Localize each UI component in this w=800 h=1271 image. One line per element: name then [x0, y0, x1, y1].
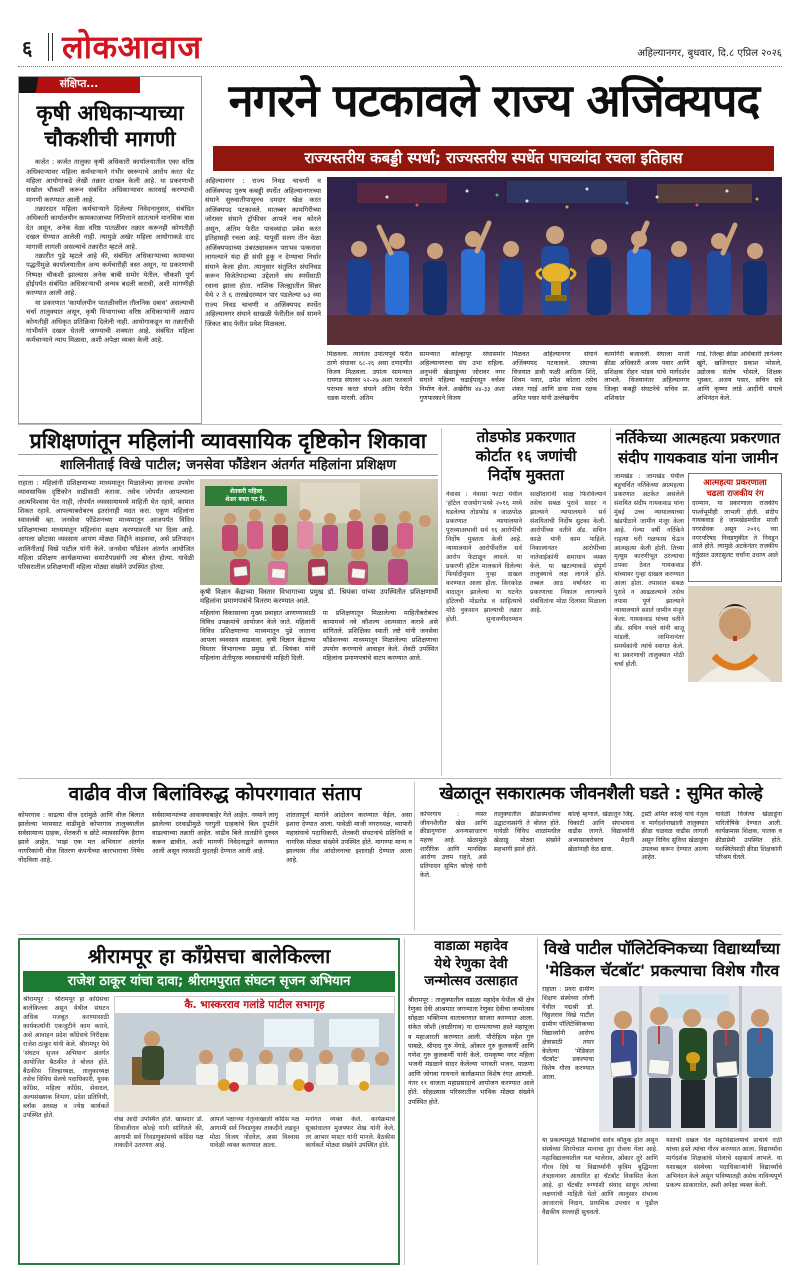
kabaddi-photo-illustration: [327, 177, 782, 345]
dateline: अहिल्यानगर, बुधवार, दि.८ एप्रिल २०२६: [637, 48, 782, 59]
photo-banner: [205, 486, 287, 506]
column-rule: [404, 938, 405, 1265]
section-rule: [18, 778, 782, 779]
column-rule: [610, 428, 611, 776]
header-rule: [18, 66, 782, 67]
festival-headline-line: वाडाळा महादेव: [434, 938, 508, 954]
bail-sidebar: [688, 473, 782, 682]
lead-body-columns: [327, 351, 782, 420]
briefs-headline: कृषी अधिकाऱ्याच्या चौकशीची मागणी: [36, 101, 184, 151]
power-bills-article: [18, 782, 412, 930]
chatbot-headline-line: विखे पाटील पॉलिटेक्निकच्या विद्यार्थ्यांच्या: [544, 939, 780, 958]
court-body: नेवासा : नेवासा फाटा येथील 'हॉटेल राजयोग'मध्ये २०१६ मध्ये घडलेल्या तोडफोड व जाळपोळ प्रकरणात न्यायालयाने पुराव्याअभावी सर्व १६ आरोपींची निर्दोष मुक्तता केली आहे. न्यायालयाने आरोपींवरील सर्व आरोप फेटाळून लावले. या प्रकरणी हॉटेल मालकाने दिलेल्या फिर्यादीनुसार गुन्हा दाखल करण्यात आला होता. किरकोळ वादातून झालेल्या या घटनेत हॉटेलची मोडतोड व साहित्याचे मोठे नुकसान झाल्याची तक्रार होती. सुनावणीदरम्यान साक्षीदारांनी साक्ष फिरविल्याने तसेच सबळ पुरावे सादर न झाल्याने न्यायालयाने सर्व संशयितांची निर्दोष सुटका केली. आरोपींच्या वतीने अ‍ॅड. सचिन काळे यांनी काम पाहिले. निकालानंतर आरोपींच्या नातेवाईकांनी समाधान व्यक्त केले. या खटल्याकडे संपूर्ण तालुक्याचे लक्ष लागले होते. तब्बल आठ वर्षांनंतर या प्रकरणाचा निकाल लागल्याने संबंधितांना मोठा दिलासा मिळाला आहे.: [446, 491, 606, 624]
lead-subhead-bar: राज्यस्तरीय कबड्डी स्पर्धा; राज्यस्तरीय स्पर्धेत पाचव्यांदा रचला इतिहास: [213, 146, 774, 171]
festival-article: [408, 938, 534, 1265]
congress-left-column: श्रीरामपूर : श्रीरामपूर हा काँग्रेसचा बालेकिल्ला असून येथील संघटन अधिक मजबूत करण्यासाठी कार्यकर्त्यांनी एकजुटीने काम करावे, असे आवाहन प्रदेश काँग्रेसचे निरीक्षक राजेश ठाकूर यांनी केले. श्रीरामपूर येथे 'संघटन सृजन अभियान' अंतर्गत आयोजित बैठकीत ते बोलत होते. बैठकीस जिल्हाध्यक्ष, तालुकाध्यक्ष तसेच विविध सेलचे पदाधिकारी, युवक काँग्रेस, महिला काँग्रेस, सेवादल, अल्पसंख्याक विभाग, प्रदेश प्रतिनिधी, ब्लॉक अध्यक्ष व ज्येष्ठ कार्यकर्ते उपस्थित होते.: [23, 996, 109, 1120]
congress-body-column: आपले पक्षाच्या नेतृत्वाखाली काँग्रेस पक्ष आगामी सर्व निवडणुका ताकदीने लढवून मोठा विजय नोंदवेल, असा विश्वास यावेळी व्यक्त करण्यात आला.: [209, 1116, 300, 1150]
photo-banner-line: शेतकरी महिला: [229, 488, 263, 495]
chatbot-headline: [542, 938, 782, 981]
festival-headline-line: जन्मोत्सव उत्साहात: [424, 973, 518, 989]
women-training-photo: [200, 479, 438, 585]
chatbot-article: [542, 938, 782, 1265]
political-angle-box: [688, 473, 782, 582]
power-body-column: सर्वसामान्यांच्या आवाक्याबाहेर गेले आहेत. नव्याने लागू झालेल्या दरवाढीमुळे घरगुती ग्राहकांचे बिल दुपटीने वाढल्याच्या तक्रारी आहेत. वाढीव बिले तातडीने दुरुस्त करून द्यावीत, अशी मागणी निवेदनाद्वारे करण्यात आली असून त्यासाठी मुदतही देण्यात आली आहे.: [152, 811, 278, 856]
column-rule: [537, 938, 538, 1265]
training-headline: प्रशिक्षणांतून महिलांनी व्यावसायिक दृष्टिकोन शिकावा: [29, 429, 427, 453]
section-rule: [18, 424, 782, 425]
court-headline: [446, 428, 606, 485]
meeting-photo-illustration: [114, 1013, 395, 1112]
sports-body-column: ट्रस्टी अमित कोल्हे यांचे नेतृत्व व मार्गदर्शनाखाली तालुक्यात क्रीडा चळवळ वाढीस लागली असून विविध सुविधा खेळाडूंना उपलब्ध करून देण्यात आल्या आहेत.: [641, 811, 709, 862]
training-subhead: शालिनीताई विखे पाटील; जनसेवा फौंडेशन अंतर्गत महिलांना प्रशिक्षण: [59, 457, 396, 473]
section-rule: [18, 934, 782, 935]
briefs-paragraph: तक्रारदार महिला कर्मचाऱ्याने दिलेल्या निवेदनानुसार, संबंधित अधिकारी कार्यालयीन कामकाजाच्या निमित्ताने सातत्याने मानसिक त्रास देत असून, अनेक वेळा वरिष्ठ पातळीवर तक्रार करूनही कोणतीही दखल घेण्यात आलेली नाही. त्यामुळे अखेर महिला आयोगाकडे दाद मागावी लागली असल्याचे तक्रारीत म्हटले आहे.: [26, 205, 194, 251]
congress-body-column: मनोगत व्यक्त केले. कार्यक्रमाचे सूत्रसंचालन मुजफ्फर शेख यांनी केले, तर आभार मास्टर यांनी मानले. बैठकीस कार्यकर्ते मोठ्या संख्येने उपस्थित होते.: [305, 1116, 396, 1150]
students-photo-illustration: [599, 986, 782, 1132]
lead-intro-column: अहिल्यानगर : राज्य निवड चाचणी व अजिंक्यपद पुरुष कबड्डी स्पर्धेत अहिल्यानगरच्या संघाने सुरुवातीपासूनच दमदार खेळ करत अजिंक्यपद पटकावले. मातब्बर कामगिरीच्या जोरावर संघाने ट्रॉफीवर आपले नाव कोरले असून, अंतिम फेरीत पाचव्यांदा प्रवेश करत इतिहासही रचला आहे. यापूर्वी सलग तीन वेळा अजिंक्यपदाच्या उंबरठ्यावरून पराभव पत्करावा लागल्याने यंदा ही संधी हुकू न देण्याचा निर्धार संघाने केला होता. त्यानुसार संतुलित संघनिवड करून विजेतेपदाच्या उद्देशाने संघ स्पर्धेसाठी रवाना झाला होता. नाशिक जिल्ह्यातील सिन्नर येथे २ ते ६ तारखेदरम्यान पार पडलेल्या ७३ व्या राज्य निवड चाचणी व अजिंक्यपद स्पर्धेत अहिल्यानगर संघाने साखळी फेरीतील सर्व सामने जिंकत बाद फेरीत प्रवेश मिळवला.: [205, 177, 321, 328]
chatbot-headline-line: 'मेडिकल चॅटबॉट' प्रकल्पाचा विशेष गौरव: [544, 960, 780, 980]
sports-headline: खेळातून सकारात्मक जीवनशैली घडते : सुमित कोल्हे: [439, 784, 763, 804]
training-body-column: या प्रशिक्षणातून मिळालेल्या माहितीबरोबरच कामामध्ये नवे कौशल्य आत्मसात करावे असे सांगितले. प्रशिक्षिका स्वाती लष्टे यांनी जनसेवा फौंडेशनच्या माध्यमातून मिळालेल्या प्रशिक्षणाचा उपयोग करण्याचे आवाहन केले. शेवटी उपस्थित महिलांना प्रमाणपत्रांचे वाटप करण्यात आले.: [322, 608, 438, 662]
bail-body-text: जामखेड : जामखेड येथील बहुचर्चित नर्तिकेच्या आत्महत्या प्रकरणात अटकेत असलेले संशयित संदीप गायकवाड यांना मुंबई उच्च न्यायालयाच्या खंडपीठाने जामीन मंजूर केला आहे. गेल्या वर्षी नर्तिकेने राहत्या घरी गळफास घेऊन आत्महत्या केली होती. तिच्या मृत्यूस कारणीभूत ठरल्याचा ठपका ठेवत गायकवाड यांच्यावर गुन्हा दाखल करण्यात आला होता. तपासात सबळ पुरावे न आढळल्याने तसेच तपास पूर्ण झाल्याने न्यायालयाने सशर्त जामीन मंजूर केला. गायकवाड यांच्या वतीने अ‍ॅड. सचिन नवले यांनी बाजू मांडली. जामिनानंतर समर्थकांनी त्यांचे स्वागत केले. या प्रकरणाची तालुक्यात मोठी चर्चा होती.: [614, 473, 684, 668]
chatbot-left-column: राहाता : प्रवरा ग्रामीण शिक्षण संस्थेच्या लोणी येथील पद्मश्री डॉ. विठ्ठलराव विखे पाटील ग्रामीण पॉलिटेक्निकच्या विद्यार्थ्यांनी आरोग्य क्षेत्रासाठी तयार केलेल्या 'मेडिकल चॅटबॉट' प्रकल्पाचा विशेष गौरव करण्यात आला.: [542, 986, 594, 1081]
court-headline-line: कोर्टात १६ जणांची: [475, 447, 577, 465]
portrait-illustration: [688, 586, 782, 682]
bail-headline: [614, 428, 782, 468]
bail-article: [614, 428, 782, 776]
festival-headline: [408, 938, 534, 991]
bail-headline-line: संदीप गायकवाड यांना जामीन: [618, 449, 778, 467]
bail-body: [614, 473, 782, 765]
festival-body: श्रीरामपूर : तालुक्यातील वडाळा महादेव येथील श्री क्षेत्र रेणुका देवी आश्रमात जगन्माता रेणुका देवीचा जन्मोत्सव सोहळा भक्तिमय वातावरणात साजरा करण्यात आला. संकेत जोशी (वाळीगाव) या दाम्पत्याच्या हस्ते महापूजा व महाआरती करण्यात आली. पौरोहित्य महेश गुरु पाबळे, श्रीपाद गुरु मेंगडे, ओंकार गुरु कुलकर्णी आणि गणेश गुरु कुलकर्णी यांनी केले. रामकृष्ण नगर महिला भजनी मंडळाने सादर केलेल्या भगवती भजन, पाळणा आणि जोगवा गायनाने कार्यक्रमात विशेष रंगत आणली. नंतर ११ वाजता महाप्रसादाचे आयोजन करण्यात आले होते. सोहळ्यास परिसरातील भाविक मोठ्या संख्येने उपस्थित होते.: [408, 995, 534, 1106]
box-title: [692, 477, 778, 498]
column-rule: [441, 428, 442, 776]
training-article: [18, 428, 438, 776]
court-article: [446, 428, 606, 776]
briefs-paragraph: या प्रकरणात 'कार्यालयीन पातळीवरील तौलनिक दबाव' असल्याची चर्चा तालुक्यात असून, कृषी विभागाच्या वरिष्ठ अधिकाऱ्यांनी अद्याप कोणतीही अधिकृत प्रतिक्रिया दिलेली नाही. आयोगाकडून या तक्रारीची गांभीर्याने दखल घेतली जाण्याची शक्यता आहे. संबंधित महिला कर्मचाऱ्याने न्याय मिळावा, अशी अपेक्षा व्यक्त केली आहे.: [26, 298, 194, 345]
accused-portrait-photo: [688, 586, 782, 682]
congress-headline: श्रीरामपूर हा काँग्रेसचा बालेकिल्ला: [87, 944, 331, 968]
lead-headline: नगरने पटकावले राज्य अजिंक्यपद: [228, 74, 760, 127]
power-body-column: कोपरगाव : वाढत्या वीज दरांमुळे आणि वीज बिलात झालेल्या भरमसाट वाढीमुळे कोपरगाव तालुक्यातील सर्वसामान्य ग्राहक, शेतकरी व छोटे व्यावसायिक हैराण झाले आहेत. 'माझं एक मत अभियान' अंतर्गत नागरिकांनी वीज वितरण कंपनीच्या कारभाराचा निषेध नोंदविला आहे.: [18, 811, 144, 865]
masthead-divider: [48, 33, 53, 61]
column-rule: [414, 782, 415, 930]
festival-headline-line: येथे रेणुका देवी: [434, 955, 508, 972]
masthead-logo: लोकआवाज: [62, 28, 202, 66]
sports-body-column: तालुक्यातील क्रीडास्पर्धांच्या उद्घाटनप्रसंगी ते बोलत होते. यावेळी विविध शाळांमधील खेळाडू मोठ्या संख्येने सहभागी झाले होते.: [493, 811, 561, 853]
sports-article: [420, 782, 782, 930]
power-headline: वाढीव वीज बिलांविरुद्ध कोपरगावात संताप: [68, 783, 362, 805]
lead-body-column: सामन्यात कोल्हापूर संघासमोर अहिल्यानगरचा संघ उभा राहिला. अनुभवी खेळाडूंच्या जोरावर नगर संघाने पहिल्या चढाईपासून वर्चस्व निर्माण केले. अखेरीस ४४-३३ अशा गुणफरकाने विजय: [419, 351, 505, 402]
briefs-box: [18, 76, 202, 424]
lead-body-column: मिळवला. त्यानंतर उपांत्यपूर्व फेरीत ठाणे संघावर ६८-२६ असा दणदणीत विजय मिळवला. उपांत्य सामन्यात रायगड संघावर ५२-२७ अशा फरकाने पराभव करत संघाने अंतिम फेरीत धडक मारली. अंतिम: [327, 351, 413, 402]
rule: [18, 475, 438, 476]
power-body-column: शांततापूर्ण मार्गाने आंदोलन करण्यात येईल, असा इशारा देण्यात आला. यावेळी माजी नगराध्यक्ष, व्यापारी महासंघाचे पदाधिकारी, शेतकरी संघटनांचे प्रतिनिधी व नागरिक मोठ्या संख्येने उपस्थित होते. मागण्या मान्य न झाल्यास तीव्र आंदोलनाचा इशाराही देण्यात आला आहे.: [286, 811, 412, 865]
box-title-line: आत्महत्या प्रकरणाला: [703, 477, 767, 487]
page-number: ६: [22, 36, 33, 60]
training-left-column: राहाता : महिलांनी प्रशिक्षणाच्या माध्यमातून मिळालेल्या ज्ञानाचा उपयोग व्यावसायिक दृष्टिकोन वाढीसाठी करावा. तसेच जोपर्यंत आपल्याला आत्मविश्वास येत नाही, तोपर्यंत व्यवसायामध्ये माहिती घेत रहावे, कामात शिकत रहावे. आपल्याबरोबरच इतरांनाही मदत करा. एकूण महिलांना स्वावलंबी व्हा. जनसेवा फौंडेशनच्या माध्यमातून आजपर्यंत विविध प्रशिक्षणाच्या माध्यमातून महिलांना सक्षम करण्यावरती भर दिला आहे. आपला छोटासा व्यवसाय आपण मोठ्या जिद्दीने वाढवावा, असे प्रतिपादन शालिनीताई विखे पाटील यांनी केले. जनसेवा फौंडेशन अंतर्गत आयोजित महिला प्रशिक्षण कार्यक्रमाच्या समारोपप्रसंगी त्या बोलत होत्या. यावेळी परिसरातील प्रशिक्षणार्थी महिला मोठ्या संख्येने उपस्थित होत्या.: [18, 479, 194, 572]
briefs-paragraph: कर्जत : कर्जत तालुका कृषी अधिकारी कार्यालयातील एका वरिष्ठ अधिकाऱ्यावर महिला कर्मचाऱ्याने गंभीर स्वरूपाचे आरोप करत थेट महिला आयोगाकडे लेखी तक्रार दाखल केली आहे. या प्रकरणाची सखोल चौकशी करून संबंधित अधिकाऱ्यावर कारवाई करण्याची मागणी करण्यात आली आहे.: [26, 158, 194, 204]
photo-banner-line: शेअर बचत गट नि.: [225, 496, 267, 504]
sports-body-column: कोपरगाव : व्यस्त जीवनशैलीत खेळ आणि क्रीडागुणांना अनन्यसाधारण महत्त्व आहे. खेळामुळे शारीरिक आणि मानसिक आरोग्य उत्तम राहते, असे प्रतिपादन सुमित कोल्हे यांनी केले.: [420, 811, 487, 879]
lead-body-column: कामगिरी बजावली. संघाला माजी क्रीडा अधिकारी अजय पवार आणि प्रशिक्षक रोहन पांडव यांचे मार्गदर्शन लाभले. विजयानंतर अहिल्यानगर जिल्हा कबड्डी संघटनेचे सचिव प्रा. शशिकांत: [604, 351, 690, 402]
congress-body-column: शेख आदी उपस्थित होते. खासदार डॉ. शिवाजीराव कोल्हे यांनी सांगितले की, आगामी सर्व निवडणुकांमध्ये काँग्रेस पक्ष ताकदीने उतरणार आहे.: [114, 1116, 204, 1150]
sports-body-column: यावेळी विजेत्या खेळाडूंना पारितोषिके देण्यात आली. कार्यक्रमास शिक्षक, पालक व क्रीडाप्रेमी उपस्थित होते. यशस्वितेसाठी क्रीडा शिक्षकांनी परिश्रम घेतले.: [715, 811, 782, 862]
bail-headline-line: नर्तिकेच्या आत्महत्या प्रकरणात: [615, 429, 781, 447]
sports-body-column: कोल्हे म्हणाले, खेळातून जिद्द, चिकाटी आणि संघभावना वाढीस लागते. विद्यार्थ्यांनी अभ्यासाबरोबरच मैदानी खेळांनाही वेळ द्यावा.: [567, 811, 635, 853]
congress-article: [18, 938, 400, 1265]
lead-body-column: गाडे, जिल्हा क्रीडा अधिकारी ज्ञानेश्वर खुंगे, खजिनदार प्रकाश भोसले, उद्योजक संतोष भोसले, शिक्षक भुस्कर, अजय पवार, सचिन सत्रे आणि कृष्णा लांडे आदींनी संघाचे अभिनंदन केले.: [696, 351, 783, 402]
box-body: दरम्यान, या प्रकरणाला राजकीय पार्श्वभूमीही लाभली होती. संदीप गायकवाड हे जामखेडमधील माजी नगरसेवक असून २०१६ च्या नगरपरिषद निवडणुकीत ते निवडून आले होते. त्यामुळे अटकेनंतर राजकीय वर्तुळात उलटसुलट चर्चांना उधाण आले होते.: [692, 500, 778, 568]
students-award-photo: [599, 986, 782, 1132]
briefs-paragraph: तक्रारीत पुढे म्हटले आहे की, संबंधित अधिकाऱ्याच्या कामाच्या पद्धतीमुळे कार्यालयातील अन्य कर्मचारीही त्रस्त असून, या प्रकरणाची निष्पक्ष चौकशी झाल्यास अनेक बाबी समोर येतील. चौकशी पूर्ण होईपर्यंत संबंधित अधिकाऱ्याची अन्यत्र बदली करावी, अशी मागणीही करण्यात आली आहे.: [26, 251, 194, 298]
congress-subhead-bar: राजेश ठाकूर यांचा दावा; श्रीरामपुरात संघटन सृजन अभियान: [23, 971, 395, 992]
training-body-column: महिलांना विकासाच्या मुख्य प्रवाहात आणण्यासाठी विविध उपक्रमांचे आयोजन केले जाते. महिलांनी विविध प्रशिक्षणाच्या माध्यमातून पुढे जाताना आपला व्यवसाय वाढवावा. कृषी विज्ञान केंद्राच्या विस्तार विभागाच्या प्रमुख डॉ. श्रियंका यांनी महिलांना शेतीपूरक व्यवसायांची माहिती दिली.: [200, 608, 316, 662]
briefs-tab-label: संक्षिप्त...: [18, 76, 140, 93]
kabaddi-team-photo: [327, 177, 782, 345]
chatbot-body-column: यशाची दखल घेत महाविद्यालयाचे प्राचार्य राठी यांच्या हस्ते त्यांचा गौरव करण्यात आला. विद्यार्थ्यांना मार्गदर्शक शिक्षकांचे मोलाचे सहकार्य लाभले. या यशाबद्दल संस्थेच्या पदाधिकाऱ्यांनी विद्यार्थ्यांचे अभिनंदन केले असून भविष्यातही असेच नाविन्यपूर्ण प्रकल्प साकारावेत, अशी अपेक्षा व्यक्त केली.: [666, 1137, 782, 1189]
training-photo-caption: कृषी विज्ञान केंद्राच्या विस्तार विभागाच्या प्रमुख डॉ. श्रियंका यांच्या उपस्थितीत प्रशिक्षणार्थी महिलांना प्रमाणपत्रांचे वितरण करण्यात आले.: [200, 588, 438, 605]
meeting-hall-banner: कै. भास्करराव गलांडे पाटील सभागृह: [114, 996, 395, 1013]
court-headline-line: तोडफोड प्रकरणात: [476, 428, 576, 446]
congress-meeting-photo: [114, 1013, 395, 1112]
lead-body-column: मिळवत अहिल्यानगर संघाने अजिंक्यपद पटकावले. संघाच्या विजयात डावी फळी आदित्य शिंदे, शिवम पवार, उमेश कोतरा तसेच शंकर गदई आणि डावा मध्य रक्षक अमित पवार यांनी उल्लेखनीय: [511, 351, 598, 402]
chatbot-body-column: या प्रकल्पामुळे विद्यार्थ्यांचे सर्वत्र कौतुक होत असून संस्थेच्या शिरपेचात मानाचा तुरा रोवला गेला आहे. महाविद्यालयातील यश भालेराव, ओंकार तुरे आणि गौरव दिघे या विद्यार्थ्यांनी कृत्रिम बुद्धिमत्ता तंत्रज्ञानावर आधारित हा चॅटबॉट विकसित केला आहे. हा चॅटबॉट रुग्णांशी संवाद साधून त्यांच्या लक्षणांची माहिती घेतो आणि त्यानुसार संभाव्य आजाराचे निदान, प्राथमिक उपचार व पुढील वैद्यकीय सल्लाही सुचवतो.: [542, 1137, 658, 1216]
box-title-line: चढला राजकीय रंग: [706, 487, 764, 498]
court-headline-line: निर्दोष मुक्तता: [488, 466, 564, 484]
